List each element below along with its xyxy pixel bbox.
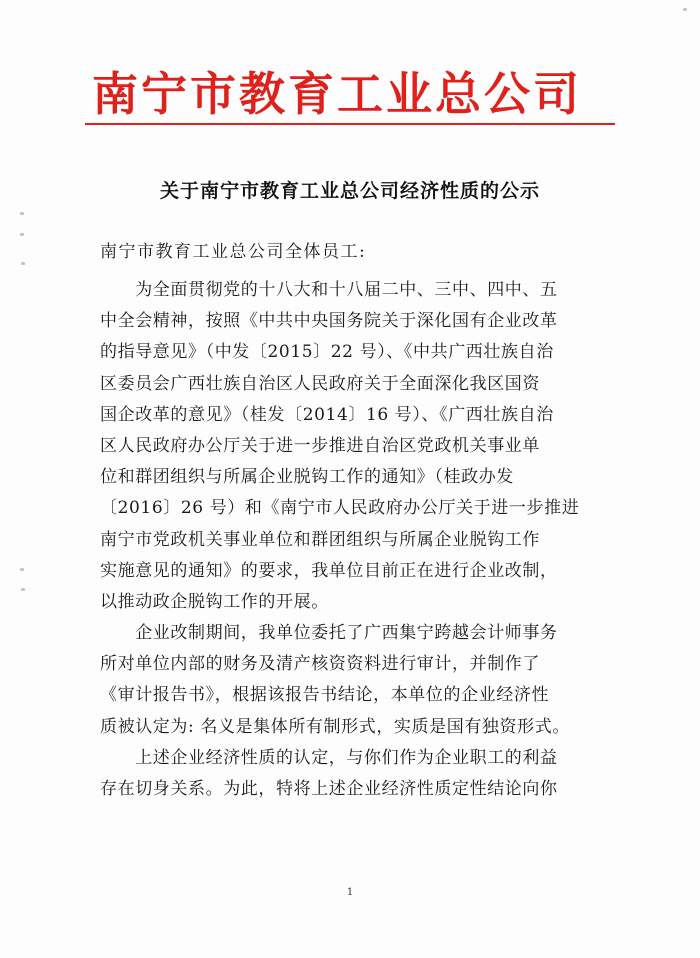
body-line: 中全会精神，按照《中共中央国务院关于深化国有企业改革 [100,311,558,332]
letterhead-red-rule [85,123,615,125]
body-line: 存在切身关系。为此，特将上述企业经济性质定性结论向你 [100,779,558,799]
body-line: 国企改革的意见》（桂发〔2014〕16 号）、《广西壮族自治 [100,404,554,425]
page-number: 1 [346,887,354,898]
body-line: 区人民政府办公厅关于进一步推进自治区党政机关事业单 [100,435,540,456]
body-line: 的指导意见》（中发〔2015〕22 号）、《中共广西壮族自治 [100,342,554,363]
body-line: 《审计报告书》，根据该报告书结论，本单位的企业经济性 [100,685,550,706]
body-line: 南宁市党政机关事业单位和群团组织与所属企业脱钩工作 [100,529,540,550]
body-line: 为全面贯彻党的十八大和十八届二中、三中、四中、五 [100,280,558,300]
salutation: 南宁市教育工业总公司全体员工: [100,242,367,262]
scan-mark [21,588,25,591]
letterhead-org-name: 南宁市教育工业总公司 [92,67,582,121]
scan-mark [21,262,25,265]
body-line: 企业改制期间，我单位委托了广西集宁跨越会计师事务 [100,623,558,644]
body-line: 上述企业经济性质的认定，与你们作为企业职工的利益 [100,747,558,768]
body-line: 实施意见的通知》的要求，我单位目前正在进行企业改制， [100,560,558,581]
notice-body [100,275,578,805]
body-line: 位和群团组织与所属企业脱钩工作的通知》（桂政办发 [100,467,514,488]
scan-mark [20,233,24,236]
body-line: 区委员会广西壮族自治区人民政府关于全面深化我区国资 [100,373,540,394]
document-title: 关于南宁市教育工业总公司经济性质的公示 [159,180,540,202]
body-line: 〔2016〕26 号）和《南宁市人民政府办公厅关于进一步推进 [100,498,580,519]
body-line: 以推动政企脱钩工作的开展。 [100,591,329,612]
body-line: 质被认定为: 名义是集体所有制形式，实质是国有独资形式。 [100,716,570,737]
body-line: 所对单位内部的财务及清产核资资料进行审计，并制作了 [100,654,540,675]
scan-mark [20,212,24,215]
scan-mark [20,568,24,571]
scan-mark [683,8,687,11]
